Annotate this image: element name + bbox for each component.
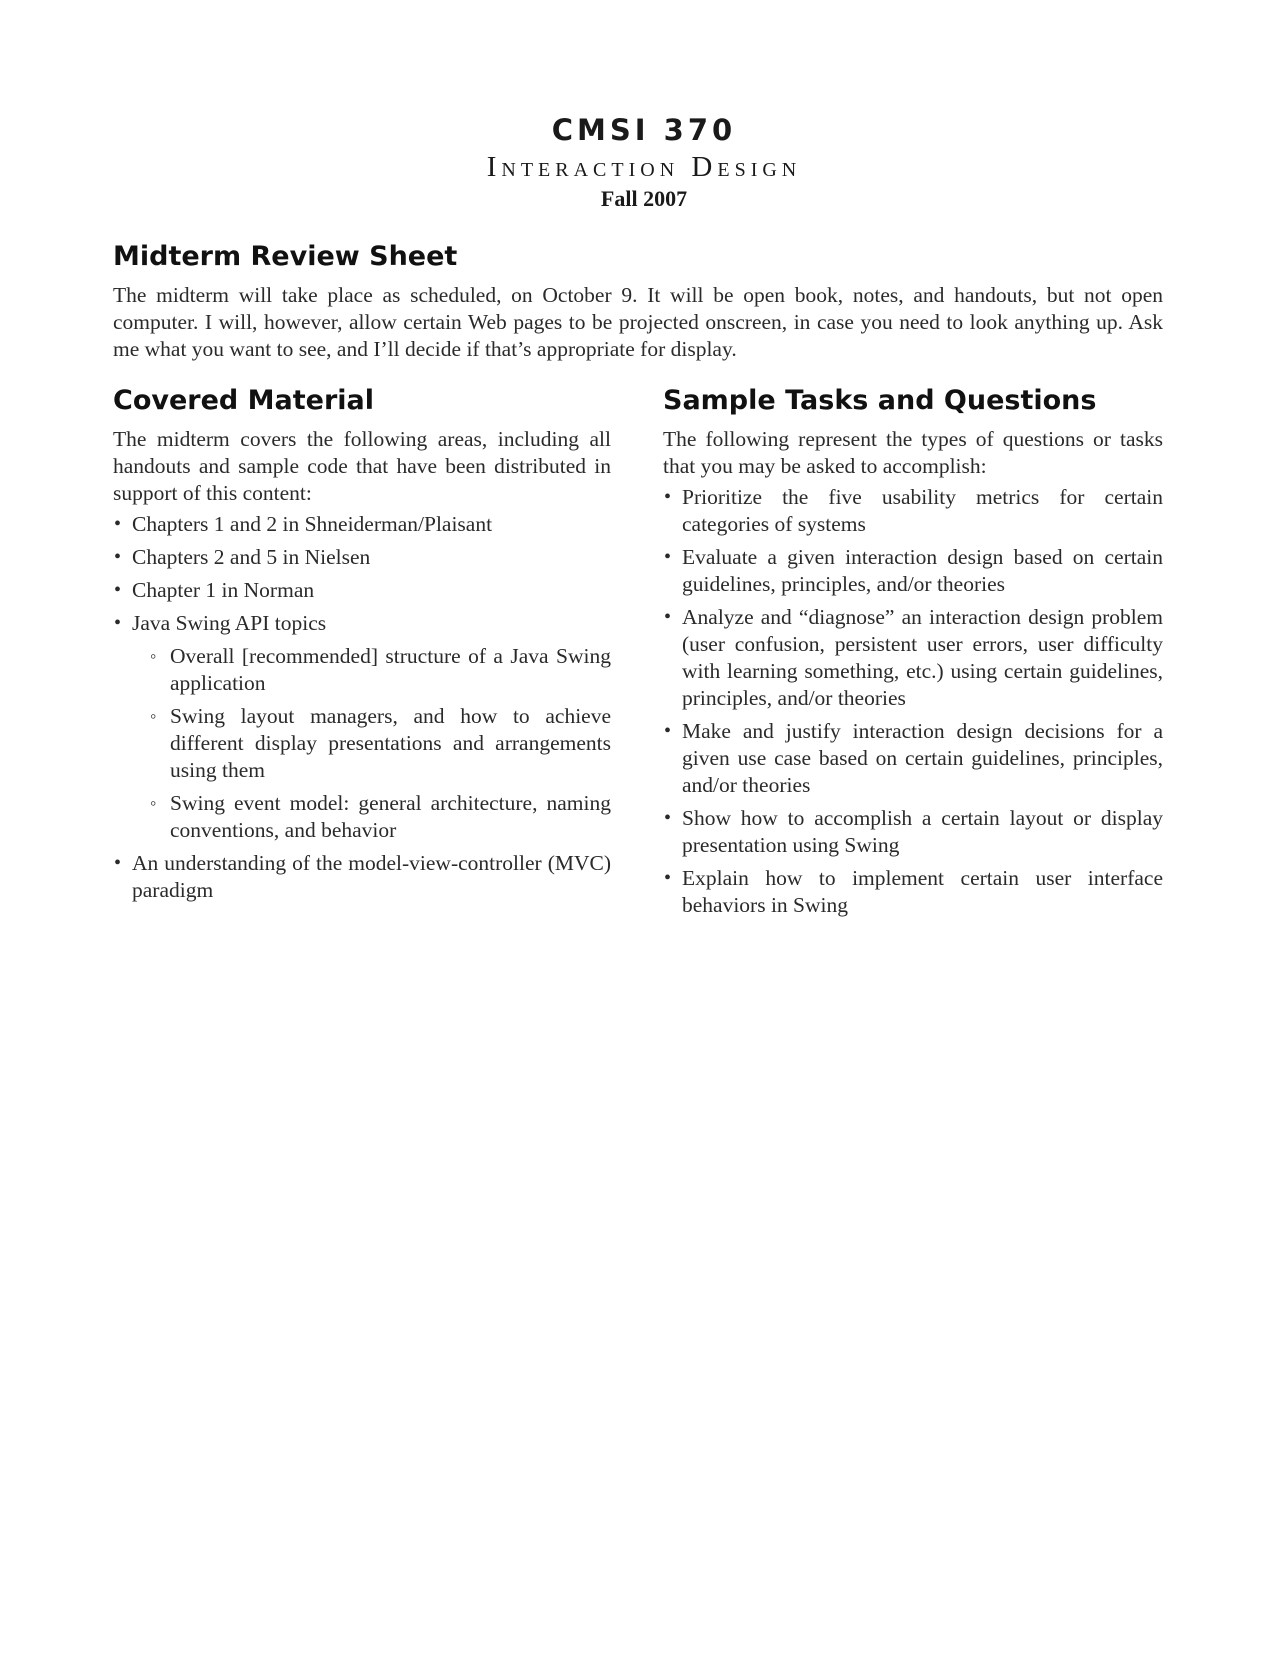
sublist-item: ◦ Swing event model: general architecture, naming conventions, and behavior bbox=[132, 790, 611, 844]
list-item: • Prioritize the five usability metrics for certain categories of systems bbox=[663, 484, 1163, 538]
list-item: • Analyze and “diagnose” an interaction design problem (user confusion, persistent user errors, user difficulty with learning something, etc.) using certain guidelines, principles, and/or theories bbox=[663, 604, 1163, 712]
sublist-item: ◦ Overall [recommended] structure of a Java Swing application bbox=[132, 643, 611, 697]
course-code: CMSI 370 bbox=[551, 113, 737, 147]
term: Fall 2007 bbox=[600, 186, 688, 211]
list-item: • Explain how to implement certain user interface behaviors in Swing bbox=[663, 865, 1163, 919]
list-item: • An understanding of the model-view-controller (MVC) paradigm bbox=[113, 850, 611, 904]
section-heading-sample-tasks: Sample Tasks and Questions bbox=[663, 385, 1097, 416]
list-item: • Chapter 1 in Norman bbox=[113, 577, 611, 604]
intro-section bbox=[113, 240, 1163, 363]
covered-list bbox=[113, 511, 611, 904]
list-item: • Chapters 2 and 5 in Nielsen bbox=[113, 544, 611, 571]
sublist-item: ◦ Swing layout managers, and how to achieve different display presentations and arrangements using them bbox=[132, 703, 611, 784]
document-header bbox=[0, 112, 1280, 212]
swing-sublist bbox=[132, 643, 611, 844]
list-item: • Make and justify interaction design decisions for a given use case based on certain guidelines, principles, and/or theories bbox=[663, 718, 1163, 799]
covered-paragraph: The midterm covers the following areas, including all handouts and sample code that have been distributed in support of this content: bbox=[113, 427, 611, 505]
tasks-list bbox=[663, 484, 1163, 919]
list-item: • Show how to accomplish a certain layout or display presentation using Swing bbox=[663, 805, 1163, 859]
list-item-label: Java Swing API topics bbox=[132, 611, 327, 635]
tasks-paragraph: The following represent the types of questions or tasks that you may be asked to accomplish: bbox=[663, 427, 1163, 478]
intro-paragraph: The midterm will take place as scheduled, on October 9. It will be open book, notes, and handouts, but not open computer. I will, however, allow certain Web pages to be projected onscreen, in case you need to look anything up. Ask me what you want to see, and I’ll decide if that’s appropriate for display. bbox=[113, 283, 1163, 361]
course-title: Interaction Design bbox=[486, 151, 802, 183]
list-item-java-swing bbox=[113, 610, 611, 844]
covered-material-section bbox=[113, 384, 611, 910]
list-item: • Chapters 1 and 2 in Shneiderman/Plaisant bbox=[113, 511, 611, 538]
section-heading-covered-material: Covered Material bbox=[113, 385, 374, 416]
list-item: • Evaluate a given interaction design based on certain guidelines, principles, and/or theories bbox=[663, 544, 1163, 598]
section-heading-midterm-review: Midterm Review Sheet bbox=[113, 241, 458, 272]
sample-tasks-section bbox=[663, 384, 1163, 925]
